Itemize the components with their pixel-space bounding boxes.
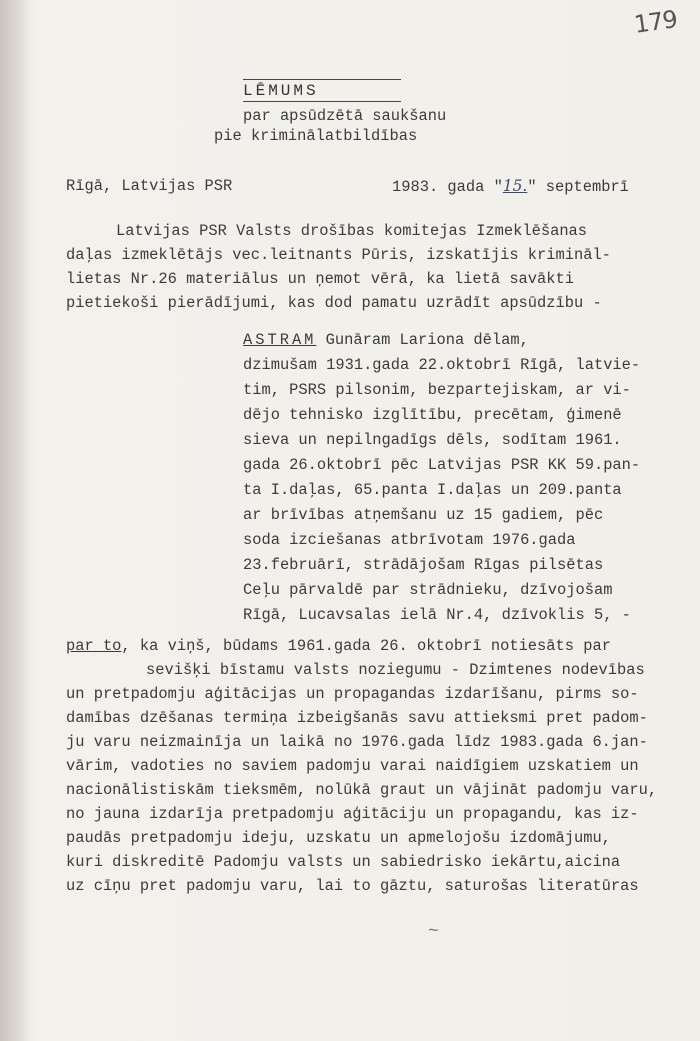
pencil-mark: ~: [428, 922, 439, 942]
body-line: tim, PSRS pilsonim, bezpartejiskam, ar vi-: [243, 381, 631, 399]
date-suffix: " septembrī: [527, 178, 629, 196]
body-line: dējo tehnisko izglītību, precētam, ģimenē: [243, 406, 622, 424]
body-line: sevišķi bīstamu valsts noziegumu - Dzimtenes nodevības: [146, 661, 645, 679]
folio-number: 179: [632, 5, 679, 39]
body-line: Ceļu pārvaldē par strādnieku, dzīvojošam: [243, 581, 613, 599]
subtitle-line-2: pie kriminālatbildības: [214, 127, 418, 145]
body-line: no jauna izdarīja pretpadomju aģitāciju un propagandu, kas iz-: [66, 805, 639, 823]
body-line: Rīgā, Lucavsalas ielā Nr.4, dzīvoklis 5, -: [243, 606, 631, 624]
body-line: paudās pretpadomju ideju, uzskatu un apmelojošu izdomājumu,: [66, 829, 611, 847]
body-line: soda izciešanas atbrīvotam 1976.gada: [243, 531, 576, 549]
accused-surname: ASTRAM: [243, 331, 317, 349]
place: Rīgā, Latvijas PSR: [66, 177, 233, 195]
body-line: sieva un nepilngadīgs dēls, sodītam 1961.: [243, 431, 622, 449]
date-prefix: 1983. gada ": [392, 178, 503, 196]
body-line: ar brīvības atņemšanu uz 15 gadiem, pēc: [243, 506, 604, 524]
title-overline: [243, 79, 401, 80]
document-title: LĒMUMS: [243, 82, 319, 100]
date-day-handwritten: 15.: [502, 177, 528, 195]
body-line: damības dzēšanas termiņa izbeigšanās savu attieksmi pret padom-: [66, 709, 648, 727]
subtitle-line-1: par apsūdzētā saukšanu: [243, 107, 447, 125]
accused-line: [243, 330, 529, 350]
body-line: 23.februārī, strādājošam Rīgas pilsētas: [243, 556, 604, 574]
title-underline: [243, 101, 401, 102]
body-line: dzimušam 1931.gada 22.oktobrī Rīgā, latvie-: [243, 356, 641, 374]
accused-given-name: Gunāram Lariona dēlam,: [316, 331, 529, 349]
body-line: ta I.daļas, 65.panta I.daļas un 209.panta: [243, 481, 622, 499]
body-line: vārim, vadoties no saviem padomju varai naidīgiem uzskatiem un: [66, 757, 639, 775]
charge-lead: par to: [66, 637, 122, 655]
body-line: un pretpadomju aģitācijas un propagandas izdarīšanu, pirms so-: [66, 685, 639, 703]
body-line: Latvijas PSR Valsts drošības komitejas Izmeklēšanas: [116, 222, 588, 240]
body-line: pietiekoši pierādījumi, kas dod pamatu uzrādīt apsūdzību -: [66, 294, 602, 312]
body-line: gada 26.oktobrī pēc Latvijas PSR KK 59.pan-: [243, 456, 641, 474]
binding-edge: [0, 0, 30, 1041]
charge-line: [66, 636, 611, 656]
body-line: uz cīņu pret padomju varu, lai to gāztu, saturošas literatūras: [66, 877, 639, 895]
body-line: daļas izmeklētājs vec.leitnants Pūris, izskatījis krimināl-: [66, 246, 611, 264]
date-line: [392, 176, 629, 197]
body-line: kuri diskreditē Padomju valsts un sabiedrisko iekārtu,aicina: [66, 853, 621, 871]
body-line: lietas Nr.26 materiālus un ņemot vērā, ka lietā savākti: [66, 270, 574, 288]
charge-rest: , ka viņš, būdams 1961.gada 26. oktobrī notiesāts par: [121, 637, 611, 655]
body-line: nacionālistiskām tieksmēm, nolūkā graut un vājināt padomju varu,: [66, 781, 658, 799]
body-line: ju varu neizmainīja un laikā no 1976.gada līdz 1983.gada 6.jan-: [66, 733, 648, 751]
